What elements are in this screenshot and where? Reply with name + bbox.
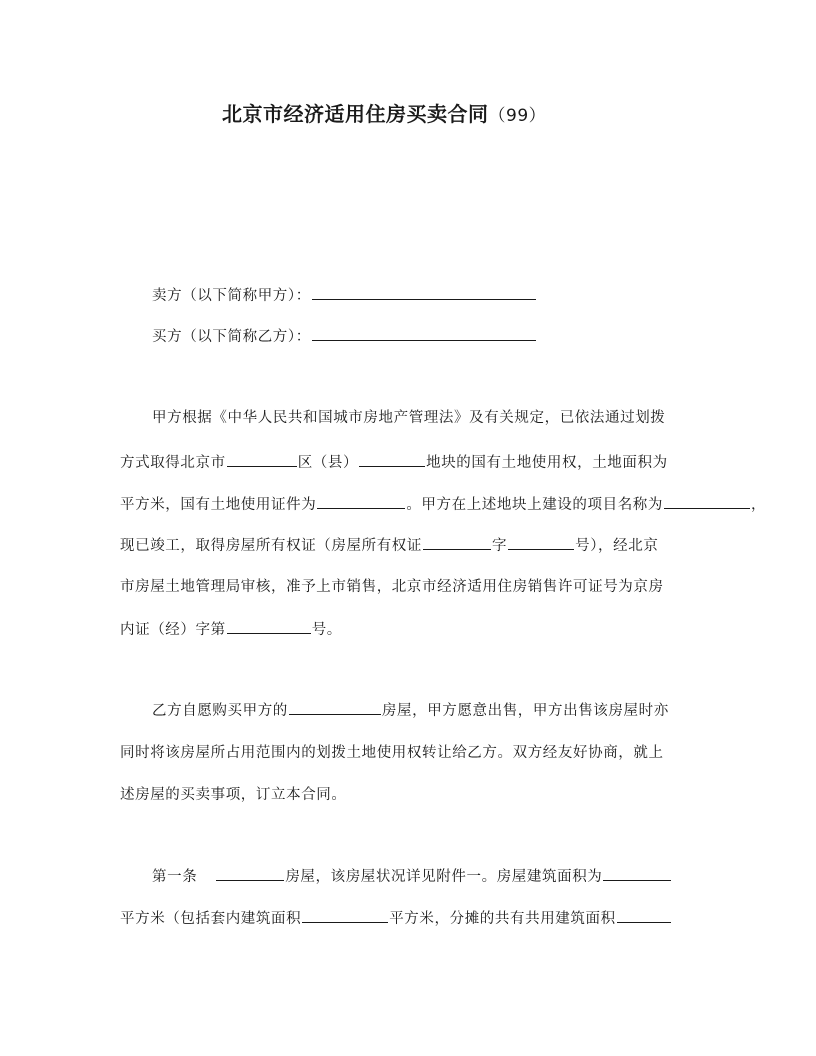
para1-line5 <box>120 577 664 597</box>
para2-text-1b: 房屋，甲方愿意出售，甲方出售该房屋时亦 <box>381 703 669 719</box>
building-area-field[interactable] <box>603 866 671 881</box>
buyer-line <box>152 326 537 347</box>
para1-text-2b: 区（县） <box>297 455 359 471</box>
article1-line2 <box>120 908 672 929</box>
district-field[interactable] <box>227 452 297 467</box>
para1-text-3b: 。甲方在上述地块上建设的项目名称为 <box>406 497 664 513</box>
buyer-name-field[interactable] <box>312 326 536 341</box>
interior-area-field[interactable] <box>302 908 388 923</box>
buyer-label: 买方（以下简称乙方）： <box>152 329 311 345</box>
para2-text-1a: 乙方自愿购买甲方的 <box>152 703 288 719</box>
para1-text-6a: 内证（经）字第 <box>120 622 226 638</box>
article1-text-1a: 房屋，该房屋状况详见附件一。房屋建筑面积为 <box>285 869 603 885</box>
title-suffix: （99） <box>488 106 547 126</box>
sales-permit-number-field[interactable] <box>227 619 311 634</box>
article1-text-2b: 平方米，分摊的共有共用建筑面积 <box>389 911 616 927</box>
para1-line1 <box>152 408 665 428</box>
para1-text-2a: 方式取得北京市 <box>120 455 226 471</box>
plot-field[interactable] <box>359 452 425 467</box>
seller-line <box>152 285 537 306</box>
para1-text-5: 市房屋土地管理局审核，准予上市销售，北京市经济适用住房销售许可证号为京房 <box>120 579 664 595</box>
article1-line1 <box>152 866 672 887</box>
para2-line3 <box>120 785 347 805</box>
para2-line1 <box>152 700 669 721</box>
property-field[interactable] <box>289 700 381 715</box>
article1-text-2a: 平方米（包括套内建筑面积 <box>120 911 302 927</box>
para1-line4 <box>120 535 658 556</box>
para2-text-2: 同时将该房屋所占用范围内的划拨土地使用权转让给乙方。双方经友好协商，就上 <box>120 745 664 761</box>
para2-text-3: 述房屋的买卖事项，订立本合同。 <box>120 787 347 803</box>
ownership-cert-prefix-field[interactable] <box>423 535 491 550</box>
title-text: 北京市经济适用住房买卖合同 <box>222 102 489 126</box>
para1-text-3a: 平方米，国有土地使用证件为 <box>120 497 317 513</box>
para1-text-4c: 号），经北京 <box>575 538 659 554</box>
seller-name-field[interactable] <box>312 285 536 300</box>
para1-text-6b: 号。 <box>311 622 342 638</box>
para1-text-4a: 现已竣工，取得房屋所有权证（房屋所有权证 <box>120 538 422 554</box>
para1-line2 <box>120 452 668 473</box>
para1-line6 <box>120 619 342 640</box>
page-title <box>222 98 546 127</box>
seller-label: 卖方（以下简称甲方）： <box>152 288 311 304</box>
ownership-cert-number-field[interactable] <box>508 535 574 550</box>
para1-text-2c: 地块的国有土地使用权，土地面积为 <box>426 455 668 471</box>
para1-text-4b: 字 <box>492 538 508 554</box>
article1-label: 第一条 <box>152 869 198 885</box>
shared-area-field[interactable] <box>617 908 671 923</box>
para1-text-3c: ， <box>751 497 767 513</box>
para2-line2 <box>120 743 664 763</box>
land-certificate-field[interactable] <box>317 494 405 509</box>
para1-line3 <box>120 494 766 515</box>
article1-property-field[interactable] <box>216 866 284 881</box>
para1-text-1: 甲方根据《中华人民共和国城市房地产管理法》及有关规定，已依法通过划拨 <box>152 410 666 426</box>
project-name-field[interactable] <box>664 494 750 509</box>
